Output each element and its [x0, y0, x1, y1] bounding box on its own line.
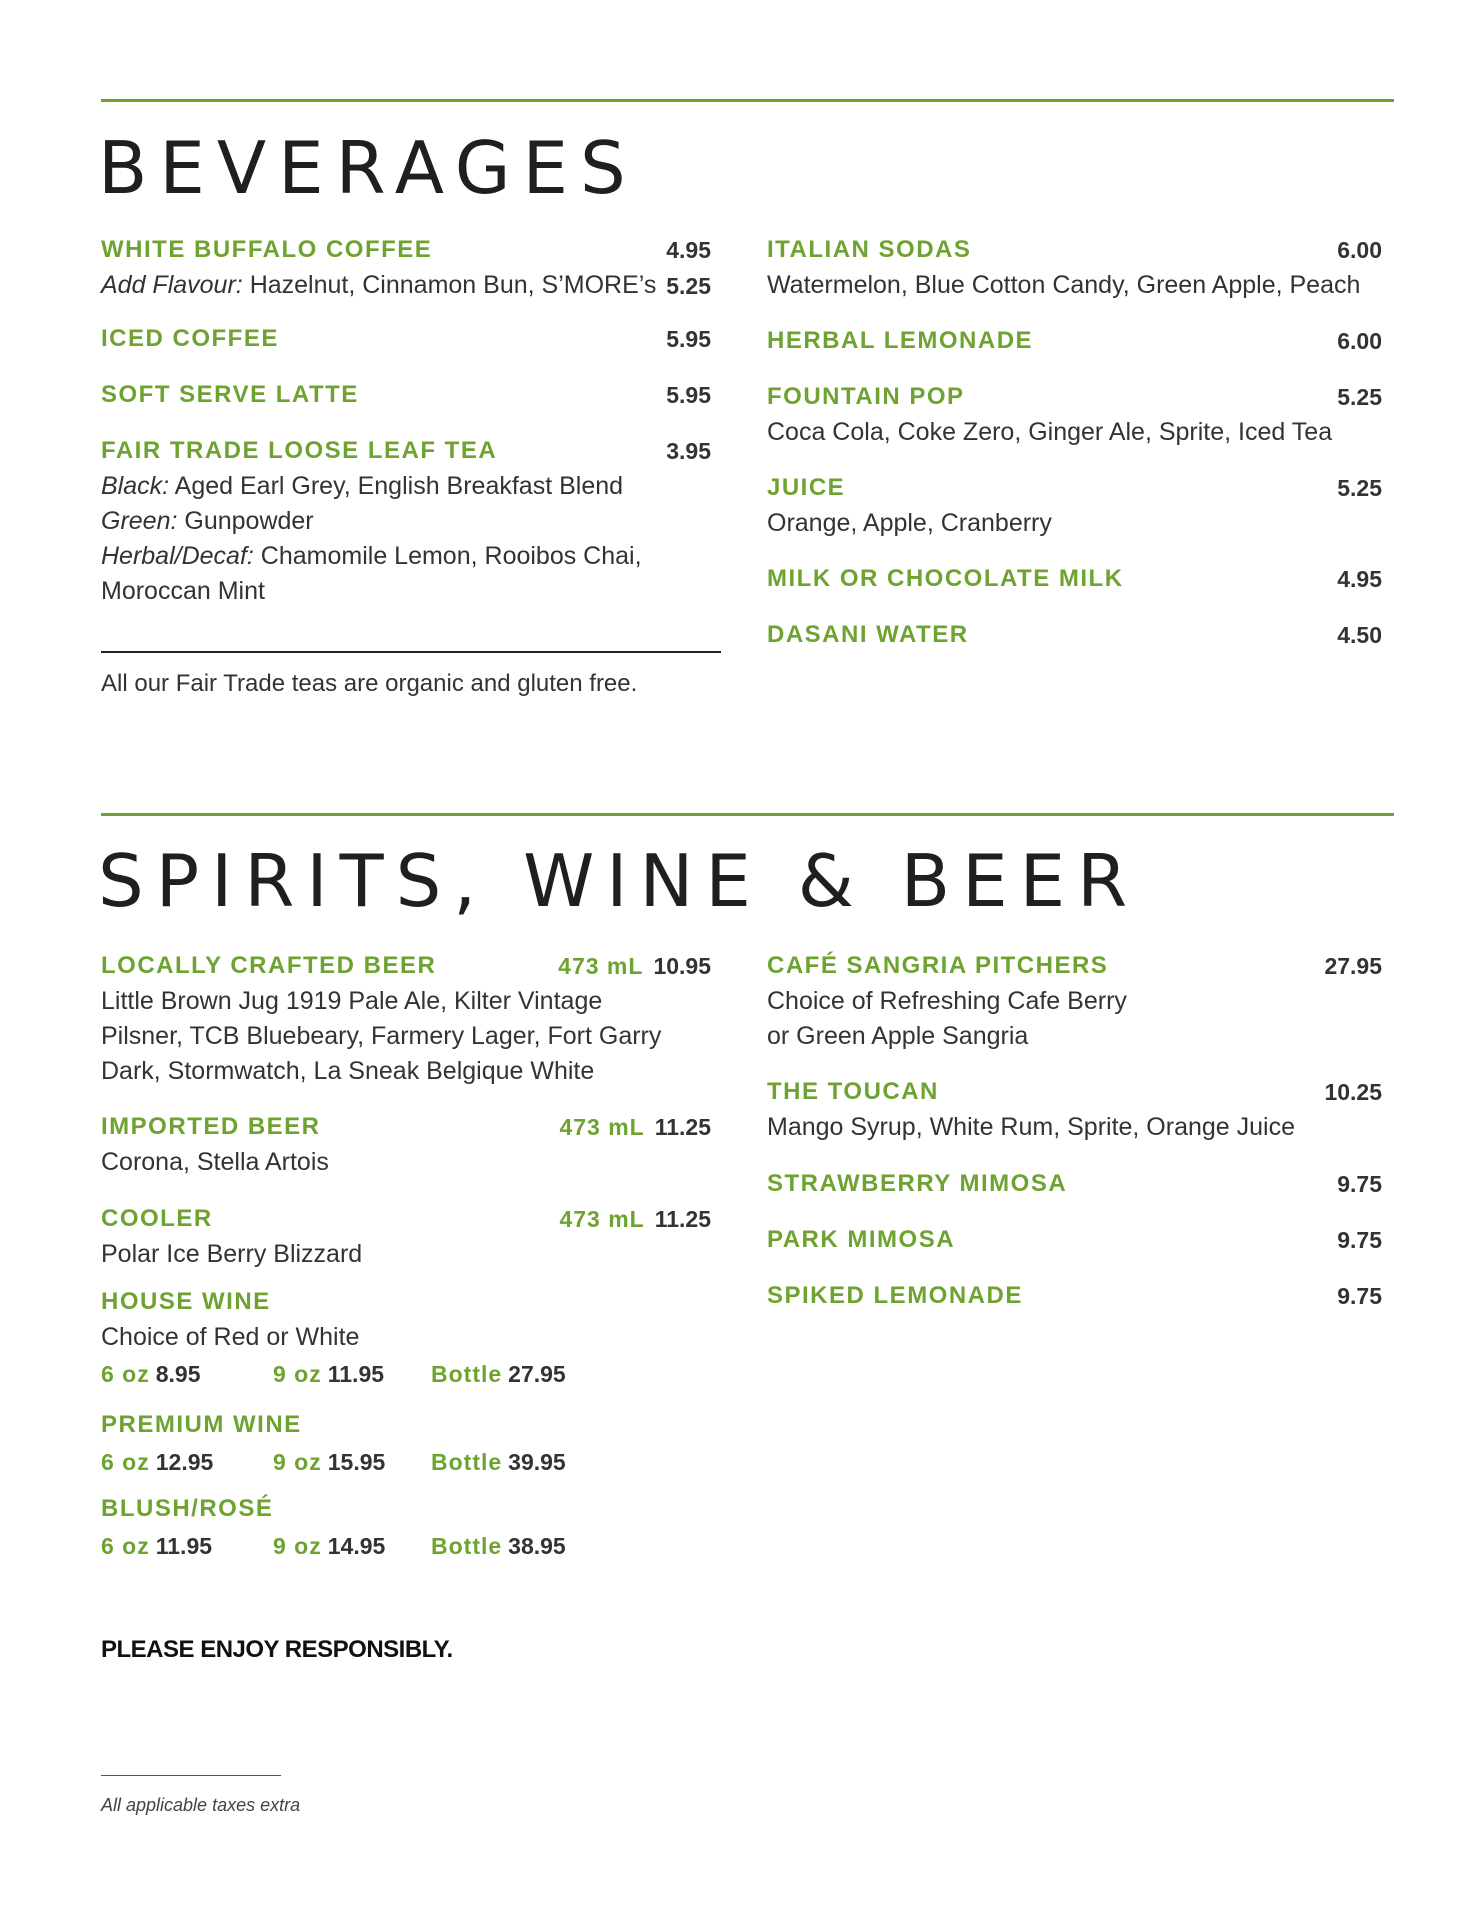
- item-name: LOCALLY CRAFTED BEER: [101, 952, 437, 979]
- item-price: 5.25: [1337, 475, 1382, 501]
- menu-item-italian-sodas: [767, 232, 1382, 303]
- menu-item-sangria-pitchers: [767, 948, 1382, 1054]
- spirits-title: SPIRITS, WINE & BEER: [98, 839, 1140, 923]
- item-price: 6.00: [1337, 237, 1382, 263]
- item-description: or Green Apple Sangria: [767, 1022, 1029, 1050]
- item-name: ITALIAN SODAS: [767, 236, 972, 263]
- item-price-flavour: 5.25: [666, 273, 711, 299]
- item-name: COOLER: [101, 1205, 213, 1232]
- wine-size-prices: 6 oz 8.95 9 oz 11.95 Bottle 27.95: [101, 1361, 566, 1387]
- item-description: Orange, Apple, Cranberry: [767, 509, 1052, 537]
- item-name: DASANI WATER: [767, 621, 969, 648]
- menu-item-premium-wine: [101, 1407, 711, 1481]
- item-description: Herbal/Decaf: Chamomile Lemon, Rooibos Chai,: [101, 542, 642, 570]
- item-price: 5.95: [666, 382, 711, 408]
- footer-divider: [101, 1775, 281, 1776]
- item-name: WHITE BUFFALO COFFEE: [101, 236, 433, 263]
- wine-size-prices: 6 oz 12.95 9 oz 15.95 Bottle 39.95: [101, 1449, 566, 1475]
- item-name: PREMIUM WINE: [101, 1411, 302, 1438]
- item-price: 5.25: [1337, 384, 1382, 410]
- menu-item-local-beer: [101, 948, 711, 1089]
- item-description: Polar Ice Berry Blizzard: [101, 1240, 363, 1268]
- menu-item-house-wine: [101, 1284, 711, 1393]
- menu-item-fair-trade-tea: [101, 433, 711, 609]
- item-name: HERBAL LEMONADE: [767, 327, 1034, 354]
- item-description: Choice of Refreshing Cafe Berry: [767, 987, 1127, 1015]
- menu-item-park-mimosa: [767, 1222, 1382, 1258]
- menu-item-the-toucan: [767, 1074, 1382, 1145]
- menu-item-strawberry-mimosa: [767, 1166, 1382, 1202]
- item-name: THE TOUCAN: [767, 1078, 939, 1105]
- menu-item-milk: [767, 561, 1382, 597]
- item-description: Green: Gunpowder: [101, 507, 314, 535]
- item-description: Mango Syrup, White Rum, Sprite, Orange Juice: [767, 1113, 1296, 1141]
- menu-item-white-buffalo-coffee: [101, 232, 711, 303]
- spirits-top-rule: [101, 813, 1394, 816]
- menu-item-spiked-lemonade: [767, 1278, 1382, 1314]
- menu-item-fountain-pop: [767, 379, 1382, 450]
- menu-item-cooler: [101, 1201, 711, 1272]
- item-price: 9.75: [1337, 1171, 1382, 1197]
- item-description: Little Brown Jug 1919 Pale Ale, Kilter Vintage: [101, 987, 603, 1015]
- item-description: Corona, Stella Artois: [101, 1148, 329, 1176]
- item-price: 10.25: [1324, 1079, 1382, 1105]
- item-price: 6.00: [1337, 328, 1382, 354]
- item-volume: 473 mL: [558, 953, 644, 979]
- item-price: 9.75: [1337, 1227, 1382, 1253]
- item-name: FOUNTAIN POP: [767, 383, 965, 410]
- item-description: Choice of Red or White: [101, 1323, 360, 1351]
- menu-item-herbal-lemonade: [767, 323, 1382, 359]
- tea-note: All our Fair Trade teas are organic and gluten free.: [101, 670, 638, 697]
- item-name: ICED COFFEE: [101, 325, 279, 352]
- menu-item-iced-coffee: [101, 321, 711, 357]
- tea-note-divider: [101, 651, 721, 653]
- item-price: 27.95: [1324, 953, 1382, 979]
- item-price: 4.95: [666, 237, 711, 263]
- item-name: SOFT SERVE LATTE: [101, 381, 359, 408]
- item-name: JUICE: [767, 474, 846, 501]
- item-description: Watermelon, Blue Cotton Candy, Green Apple, Peach: [767, 271, 1361, 299]
- item-description: Moroccan Mint: [101, 577, 265, 605]
- menu-item-soft-serve-latte: [101, 377, 711, 413]
- item-description: Dark, Stormwatch, La Sneak Belgique White: [101, 1057, 595, 1085]
- item-name: PARK MIMOSA: [767, 1226, 956, 1253]
- tax-note: All applicable taxes extra: [101, 1795, 301, 1815]
- item-name: SPIKED LEMONADE: [767, 1282, 1023, 1309]
- item-price: 4.50: [1337, 622, 1382, 648]
- wine-size-prices: 6 oz 11.95 9 oz 14.95 Bottle 38.95: [101, 1533, 566, 1559]
- item-price: 3.95: [666, 438, 711, 464]
- item-price: 473 mL 11.25: [559, 1206, 711, 1232]
- menu-item-dasani-water: [767, 617, 1382, 653]
- item-description: Coca Cola, Coke Zero, Ginger Ale, Sprite, Iced Tea: [767, 418, 1333, 446]
- item-name: IMPORTED BEER: [101, 1113, 321, 1140]
- item-price: 473 mL 11.25: [559, 1114, 711, 1140]
- item-price: 4.95: [1337, 566, 1382, 592]
- item-name: BLUSH/ROSÉ: [101, 1495, 274, 1522]
- item-name: STRAWBERRY MIMOSA: [767, 1170, 1068, 1197]
- item-name: FAIR TRADE LOOSE LEAF TEA: [101, 437, 498, 464]
- item-description: Pilsner, TCB Bluebeary, Farmery Lager, Fort Garry: [101, 1022, 662, 1050]
- item-description: Black: Aged Earl Grey, English Breakfast Blend: [101, 472, 624, 500]
- beverages-top-rule: [101, 99, 1394, 102]
- menu-item-juice: [767, 470, 1382, 541]
- item-price: 473 mL 10.95: [558, 953, 711, 979]
- enjoy-responsibly-note: PLEASE ENJOY RESPONSIBLY.: [101, 1636, 453, 1663]
- spirits-right-column: [767, 948, 1382, 1314]
- item-price: 5.95: [666, 326, 711, 352]
- beverages-right-column: [767, 232, 1382, 653]
- item-volume: 473 mL: [559, 1114, 645, 1140]
- menu-item-blush-rose: [101, 1491, 711, 1565]
- menu-item-imported-beer: [101, 1109, 711, 1180]
- item-volume: 473 mL: [559, 1206, 645, 1232]
- item-price: 9.75: [1337, 1283, 1382, 1309]
- beverages-left-column: [101, 232, 711, 609]
- beverages-title: BEVERAGES: [98, 126, 638, 210]
- spirits-left-column: [101, 948, 711, 1565]
- item-name: MILK OR CHOCOLATE MILK: [767, 565, 1124, 592]
- item-description: Add Flavour: Hazelnut, Cinnamon Bun, S’MORE’s: [101, 271, 657, 299]
- item-name: CAFÉ SANGRIA PITCHERS: [767, 952, 1109, 979]
- item-name: HOUSE WINE: [101, 1288, 271, 1315]
